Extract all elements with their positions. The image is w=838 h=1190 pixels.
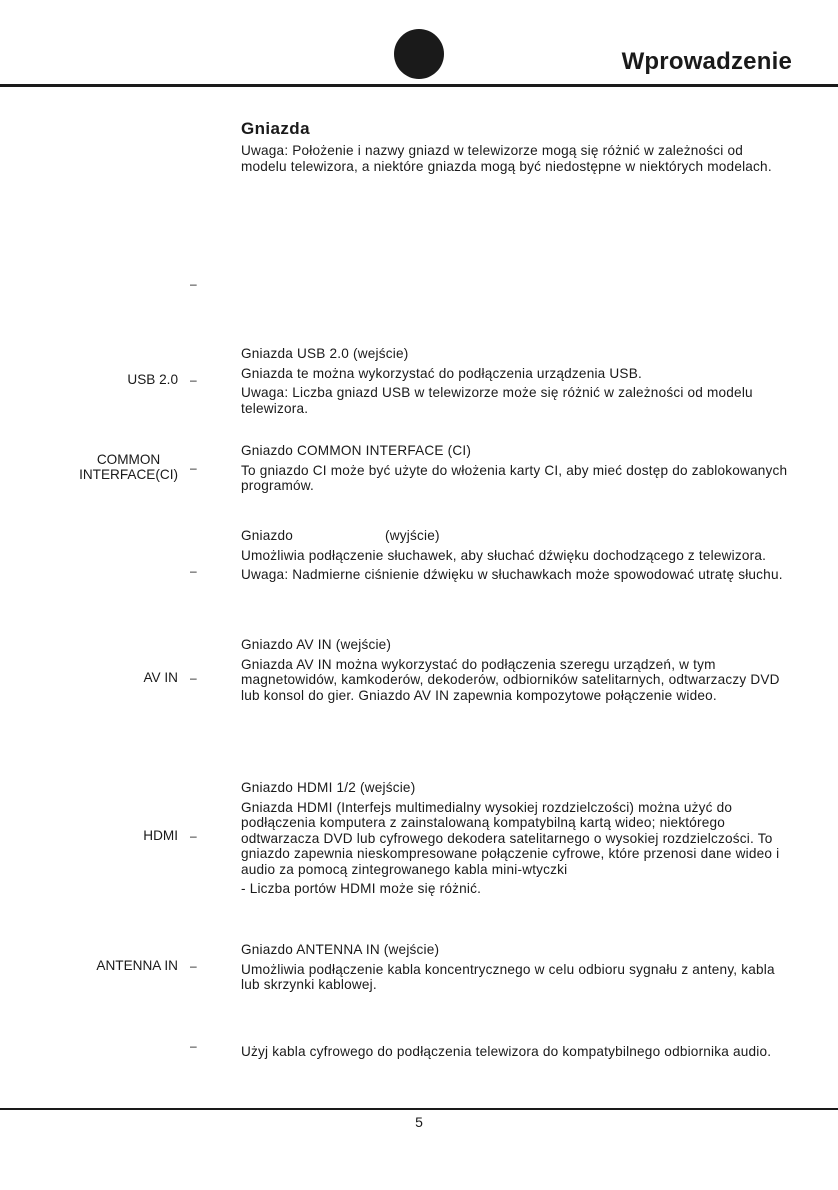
av-in-marker: –	[190, 671, 197, 685]
ci-heading: Gniazdo COMMON INTERFACE (CI)	[241, 443, 472, 458]
headphone-description	[241, 528, 789, 587]
header-divider	[0, 84, 838, 87]
headphone-heading-end: (wyjście)	[385, 528, 440, 543]
section-note	[241, 143, 789, 178]
section-note-text: Uwaga: Położenie i nazwy gniazd w telewizorze mogą się różnić w zależności od modelu telewizora, a niektóre gniazda mogą być niedostępne w niektórych modelach.	[241, 143, 772, 174]
ci-label-line1: COMMON	[96, 452, 161, 467]
headphone-heading-start: Gniazdo	[241, 528, 294, 543]
digital-audio-marker: –	[190, 1039, 197, 1053]
ci-body: To gniazdo CI może być użyte do włożenia karty CI, aby mieć dostęp do zablokowanych programów.	[241, 462, 788, 493]
antenna-in-description	[241, 942, 789, 997]
antenna-in-label: ANTENNA IN	[96, 958, 178, 973]
hdmi-label: HDMI	[143, 828, 178, 843]
hdmi-note: - Liczba portów HDMI może się różnić.	[241, 881, 482, 896]
av-in-heading: Gniazdo AV IN (wejście)	[241, 637, 392, 652]
hdmi-body: Gniazda HDMI (Interfejs multimedialny wysokiej rozdzielczości) można użyć do podłączenia komputera z zainstalowaną kompatybilną kartą wideo; niektórego odtwarzacza DVD lub cyfrowego dekodera satelitarnego o wysokiej rozdzielczości. To gniazdo zapewnia nieskompresowane połączenie cyfrowe, które przenosi dane wideo i audio za pomocą zintegrowanego kabla mini-wtyczki	[241, 799, 780, 877]
ci-label	[79, 452, 178, 482]
av-in-body: Gniazda AV IN można wykorzystać do podłączenia szeregu urządzeń, w tym magnetowidów, kamkoderów, dekoderów, odbiorników satelitarnych, odtwarzaczy DVD lub konsol do gier. Gniazdo AV IN zapewnia kompozytowe połączenie wideo.	[241, 656, 780, 703]
section-title: Gniazda	[241, 119, 310, 138]
antenna-in-heading: Gniazdo ANTENNA IN (wejście)	[241, 942, 440, 957]
ci-marker: –	[190, 461, 197, 475]
hdmi-marker: –	[190, 829, 197, 843]
usb-description	[241, 346, 789, 420]
ci-description	[241, 443, 789, 498]
hdmi-description	[241, 780, 789, 901]
usb-body: Gniazda te można wykorzystać do podłączenia urządzenia USB.	[241, 365, 642, 381]
antenna-in-body: Umożliwia podłączenie kabla koncentrycznego w celu odbioru sygnału z anteny, kabla lub skrzynki kablowej.	[241, 961, 775, 992]
digital-audio-body: Użyj kabla cyfrowego do podłączenia telewizora do kompatybilnego odbiornika audio.	[241, 1044, 772, 1059]
hdmi-heading: Gniazdo HDMI 1/2 (wejście)	[241, 780, 416, 795]
digital-audio-description	[241, 1044, 789, 1064]
headphone-heading	[241, 528, 789, 544]
footer-divider	[0, 1108, 838, 1110]
av-in-description	[241, 637, 789, 707]
usb-marker: –	[190, 373, 197, 387]
av-in-label: AV IN	[143, 670, 178, 685]
usb-note: Uwaga: Liczba gniazd USB w telewizorze może się różnić w zależności od modelu telewizora.	[241, 385, 753, 416]
chapter-title: Wprowadzenie	[621, 48, 792, 75]
ci-label-line2: INTERFACE(CI)	[79, 467, 178, 482]
usb-heading: Gniazda USB 2.0 (wejście)	[241, 346, 409, 361]
antenna-in-marker: –	[190, 959, 197, 973]
headphone-body: Umożliwia podłączenie słuchawek, aby słuchać dźwięku dochodzącego z telewizora.	[241, 547, 767, 563]
connector-marker-top: –	[190, 277, 197, 291]
headphone-marker: –	[190, 564, 197, 578]
headphone-note: Uwaga: Nadmierne ciśnienie dźwięku w słuchawkach może spowodować utratę słuchu.	[241, 567, 783, 582]
page-number: 5	[415, 1114, 423, 1130]
header-circle-decoration	[394, 29, 444, 79]
usb-label: USB 2.0	[127, 372, 178, 387]
